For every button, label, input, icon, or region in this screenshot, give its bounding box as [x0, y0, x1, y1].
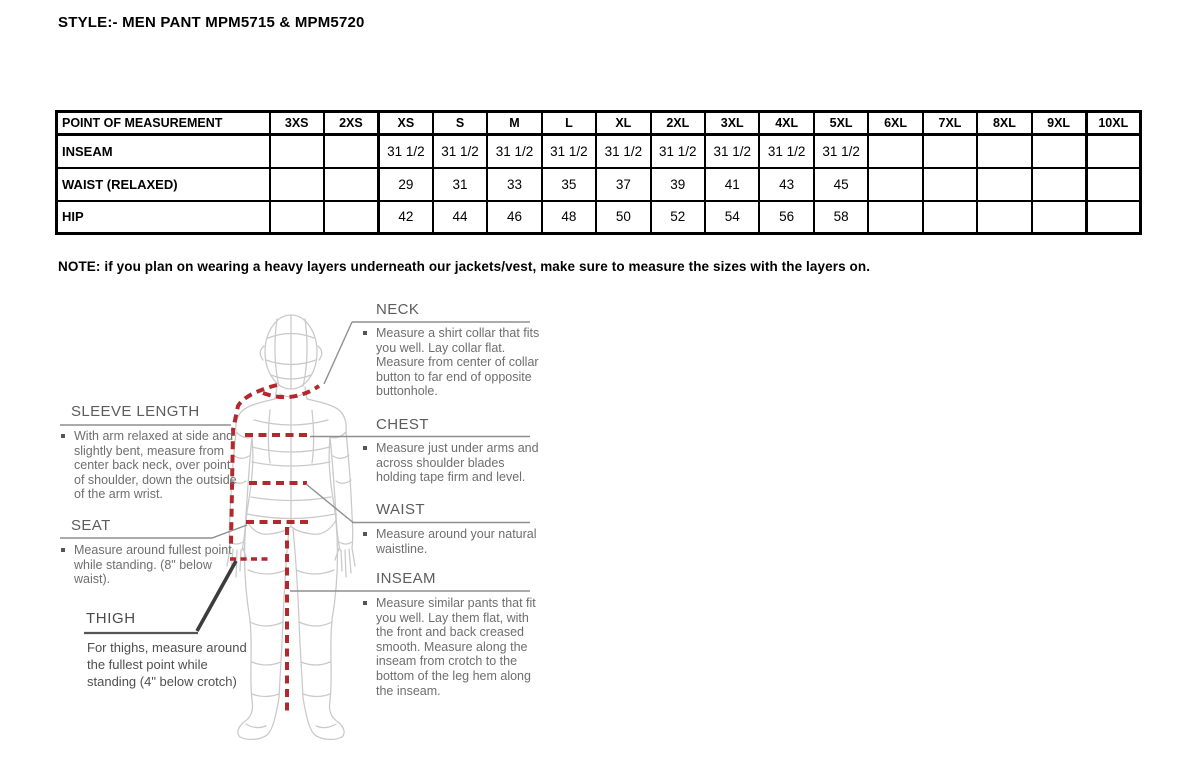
size-cell: 44: [433, 201, 487, 234]
size-cell: [868, 168, 922, 201]
size-column-header: 10XL: [1086, 112, 1140, 135]
size-cell: [1032, 135, 1086, 168]
size-column-header: 6XL: [868, 112, 922, 135]
size-cell: 52: [651, 201, 705, 234]
size-cell: 33: [487, 168, 541, 201]
header-row: [57, 112, 1141, 135]
size-cell: 31 1/2: [651, 135, 705, 168]
seat-description: Measure around fullest point while standing. (8" below waist).: [74, 543, 232, 587]
size-cell: 31 1/2: [542, 135, 596, 168]
row-label: HIP: [57, 201, 270, 234]
measurement-column-header: POINT OF MEASUREMENT: [57, 112, 270, 135]
size-table: [55, 110, 1142, 235]
size-cell: 31 1/2: [487, 135, 541, 168]
bullet-icon: [61, 434, 65, 438]
sleeve-length-description: With arm relaxed at side and slightly bent, measure from center back neck, over point of shoulder, down the outside of the arm wrist.: [74, 429, 237, 502]
size-cell: 56: [759, 201, 813, 234]
size-cell: 48: [542, 201, 596, 234]
size-cell: [1086, 201, 1140, 234]
table-row: [57, 135, 1141, 168]
size-cell: 31: [433, 168, 487, 201]
size-cell: [270, 168, 324, 201]
neck-heading: NECK: [376, 301, 420, 318]
page-title: STYLE:- MEN PANT MPM5715 & MPM5720: [58, 14, 365, 31]
size-column-header: 7XL: [923, 112, 977, 135]
size-cell: [270, 201, 324, 234]
size-column-header: XS: [378, 112, 432, 135]
table-row: [57, 168, 1141, 201]
size-column-header: 8XL: [977, 112, 1031, 135]
size-column-header: 5XL: [814, 112, 868, 135]
bullet-icon: [363, 331, 367, 335]
size-cell: [923, 201, 977, 234]
size-cell: [923, 168, 977, 201]
size-cell: [324, 135, 378, 168]
size-column-header: 9XL: [1032, 112, 1086, 135]
chest-description: Measure just under arms and across shoulder blades holding tape firm and level.: [376, 441, 539, 485]
seat-heading: SEAT: [71, 517, 111, 534]
size-cell: 35: [542, 168, 596, 201]
size-column-header: 2XL: [651, 112, 705, 135]
size-cell: [1086, 168, 1140, 201]
size-column-header: 2XS: [324, 112, 378, 135]
size-cell: 39: [651, 168, 705, 201]
size-cell: [270, 135, 324, 168]
bullet-icon: [363, 601, 367, 605]
size-cell: [868, 135, 922, 168]
table-row: [57, 201, 1141, 234]
size-cell: 29: [378, 168, 432, 201]
size-cell: [923, 135, 977, 168]
size-cell: [1086, 135, 1140, 168]
size-cell: [1032, 201, 1086, 234]
size-column-header: 3XS: [270, 112, 324, 135]
size-cell: [324, 168, 378, 201]
size-column-header: 3XL: [705, 112, 759, 135]
size-cell: 31 1/2: [378, 135, 432, 168]
inseam-heading: INSEAM: [376, 570, 436, 587]
bullet-icon: [363, 446, 367, 450]
size-cell: 54: [705, 201, 759, 234]
size-cell: 37: [596, 168, 650, 201]
note-text: NOTE: if you plan on wearing a heavy layers underneath our jackets/vest, make sure to measure the sizes with the layers on.: [58, 259, 871, 274]
size-cell: 50: [596, 201, 650, 234]
bullet-icon: [363, 532, 367, 536]
size-cell: [977, 201, 1031, 234]
bullet-icon: [61, 548, 65, 552]
size-cell: [977, 135, 1031, 168]
size-cell: [977, 168, 1031, 201]
size-cell: 31 1/2: [705, 135, 759, 168]
size-cell: [868, 201, 922, 234]
size-cell: 31 1/2: [433, 135, 487, 168]
size-cell: 46: [487, 201, 541, 234]
row-label: INSEAM: [57, 135, 270, 168]
waist-description: Measure around your natural waistline.: [376, 527, 537, 556]
size-cell: 31 1/2: [596, 135, 650, 168]
size-cell: [1032, 168, 1086, 201]
size-column-header: 4XL: [759, 112, 813, 135]
size-column-header: XL: [596, 112, 650, 135]
size-cell: 41: [705, 168, 759, 201]
size-cell: 31 1/2: [759, 135, 813, 168]
size-column-header: L: [542, 112, 596, 135]
size-column-header: M: [487, 112, 541, 135]
neck-description: Measure a shirt collar that fits you well. Lay collar flat. Measure from center of collar button to far end of opposite buttonhole.: [376, 326, 540, 399]
sleeve-length-heading: SLEEVE LENGTH: [71, 403, 200, 420]
neck-measure-line: [263, 386, 319, 397]
size-column-header: S: [433, 112, 487, 135]
size-cell: 58: [814, 201, 868, 234]
waist-heading: WAIST: [376, 501, 425, 518]
chest-heading: CHEST: [376, 416, 429, 433]
size-cell: 42: [378, 201, 432, 234]
thigh-heading: THIGH: [86, 610, 136, 627]
size-cell: 31 1/2: [814, 135, 868, 168]
size-cell: 45: [814, 168, 868, 201]
size-cell: 43: [759, 168, 813, 201]
inseam-description: Measure similar pants that fit you well. Lay them flat, with the front and back creased smooth. Measure along the inseam from crotch to the bottom of the leg hem along the inseam.: [376, 596, 536, 698]
row-label: WAIST (RELAXED): [57, 168, 270, 201]
thigh-description: For thighs, measure around the fullest point while standing (4" below crotch): [87, 640, 247, 689]
size-cell: [324, 201, 378, 234]
